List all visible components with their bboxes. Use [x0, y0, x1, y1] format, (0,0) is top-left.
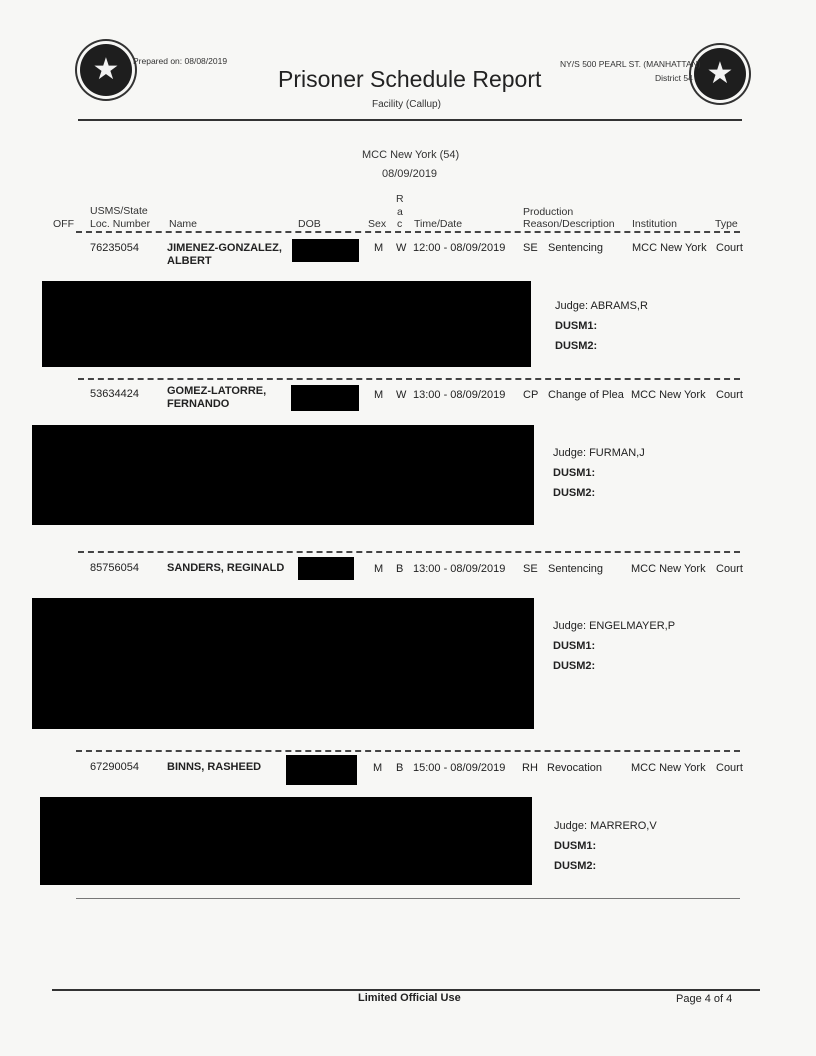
record-type: Court — [716, 242, 743, 254]
redacted-block — [32, 425, 534, 525]
record-dusm2: DUSM2: — [553, 487, 596, 499]
record-judge-block — [553, 620, 675, 680]
usms-seal-right: ★ — [694, 48, 746, 100]
record-loc-number: 53634424 — [90, 388, 139, 400]
column-header-rule — [76, 231, 740, 233]
col-loc-number: Loc. Number — [90, 218, 151, 230]
record-separator — [76, 750, 740, 752]
record-race: W — [396, 242, 407, 254]
prepared-on: Prepared on: 08/08/2019 — [133, 56, 228, 66]
record-judge-block — [553, 447, 645, 507]
col-name: Name — [169, 218, 198, 230]
record-loc-number: 76235054 — [90, 242, 139, 254]
record-reason: Change of Plea — [548, 389, 624, 401]
record-institution: MCC New York — [632, 242, 707, 254]
record-time-date: 15:00 - 08/09/2019 — [413, 762, 506, 774]
col-off: OFF — [53, 218, 74, 230]
record-judge: Judge: ABRAMS,R — [555, 300, 648, 312]
address: NY/S 500 PEARL ST. (MANHATTAN) — [560, 59, 701, 69]
record-dusm2: DUSM2: — [555, 340, 598, 352]
record-judge: Judge: FURMAN,J — [553, 447, 645, 459]
record-judge: Judge: ENGELMAYER,P — [553, 620, 676, 632]
record-dusm1: DUSM1: — [553, 640, 596, 652]
redacted-dob — [298, 557, 354, 580]
record-dusm2: DUSM2: — [553, 660, 596, 672]
record-judge-block — [555, 300, 648, 360]
record-time-date: 12:00 - 08/09/2019 — [413, 242, 506, 254]
record-dusm1: DUSM1: — [555, 320, 598, 332]
header-rule — [78, 119, 742, 121]
report-subtitle: Facility (Callup) — [372, 99, 441, 110]
record-loc-number: 67290054 — [90, 761, 139, 773]
col-dob: DOB — [298, 218, 321, 230]
record-type: Court — [716, 389, 743, 401]
record-type: Court — [716, 762, 743, 774]
redacted-block — [40, 797, 532, 885]
redacted-dob — [291, 385, 359, 411]
record-type: Court — [716, 563, 743, 575]
col-production: Production — [523, 206, 574, 218]
record-loc-number: 85756054 — [90, 562, 139, 574]
record-judge-block — [554, 820, 657, 880]
record-name-line2: ALBERT — [167, 255, 212, 267]
col-time-date: Time/Date — [414, 218, 463, 230]
record-reason: Revocation — [547, 762, 603, 774]
record-institution: MCC New York — [631, 762, 706, 774]
record-race: B — [396, 563, 404, 575]
record-sex: M — [374, 389, 384, 401]
record-race: B — [396, 762, 404, 774]
record-sex: M — [373, 762, 383, 774]
redacted-block — [32, 598, 534, 729]
col-sex: Sex — [368, 218, 387, 230]
record-dusm2: DUSM2: — [554, 860, 597, 872]
record-time-date: 13:00 - 08/09/2019 — [413, 563, 506, 575]
col-institution: Institution — [632, 218, 677, 230]
record-sex: M — [374, 242, 384, 254]
footer-classification: Limited Official Use — [358, 992, 461, 1004]
record-name: BINNS, RASHEED — [167, 761, 262, 773]
col-reason-description: Reason/Description — [523, 218, 615, 230]
record-judge: Judge: MARRERO,V — [554, 820, 657, 832]
col-usms-state: USMS/State — [90, 205, 148, 217]
record-dusm1: DUSM1: — [554, 840, 597, 852]
record-name: GOMEZ-LATORRE, — [167, 385, 267, 397]
facility-name: MCC New York (54) — [362, 149, 460, 161]
record-code: SE — [523, 563, 538, 575]
footer-rule — [52, 989, 760, 991]
record-institution: MCC New York — [631, 389, 706, 401]
record-sex: M — [374, 563, 384, 575]
redacted-dob — [286, 755, 357, 785]
record-race: W — [396, 389, 407, 401]
record-reason: Sentencing — [548, 242, 604, 254]
record-name-line2: FERNANDO — [167, 398, 230, 410]
record-name: JIMENEZ-GONZALEZ, — [167, 242, 282, 254]
district: District 54 — [655, 73, 693, 83]
redacted-block — [42, 281, 531, 367]
usms-seal-left: ★ — [80, 44, 132, 96]
report-title: Prisoner Schedule Report — [278, 66, 542, 92]
table-end-rule — [76, 898, 740, 899]
record-time-date: 13:00 - 08/09/2019 — [413, 389, 506, 401]
record-institution: MCC New York — [631, 563, 706, 575]
record-name: SANDERS, REGINALD — [167, 562, 285, 574]
record-separator — [78, 378, 740, 380]
record-separator — [78, 551, 740, 553]
record-code: CP — [523, 389, 539, 401]
col-race-a: a — [397, 206, 403, 218]
record-code: RH — [522, 762, 538, 774]
record-code: SE — [523, 242, 538, 254]
col-race-c: c — [397, 218, 403, 230]
facility-date: 08/09/2019 — [382, 168, 438, 180]
col-type: Type — [715, 218, 738, 230]
footer-page-number: Page 4 of 4 — [676, 993, 733, 1005]
col-race-r: R — [396, 193, 404, 205]
record-dusm1: DUSM1: — [553, 467, 596, 479]
redacted-dob — [292, 239, 359, 262]
record-reason: Sentencing — [548, 563, 604, 575]
